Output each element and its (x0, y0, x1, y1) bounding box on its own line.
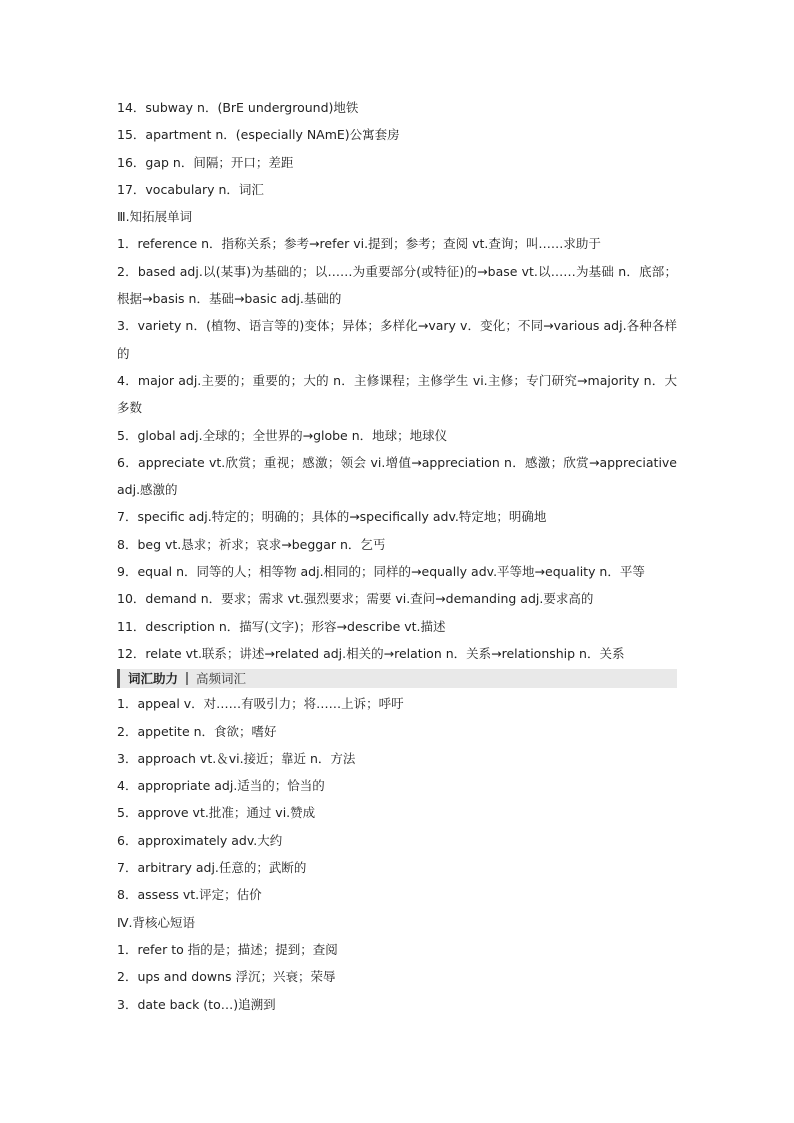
vocab-line: 3．approach vt.＆vi.接近；靠近 n．方法 (117, 750, 356, 766)
section-heading: Ⅳ.背核心短语 (117, 914, 196, 930)
vocab-line: 11．description n．描写(文字)；形容→describe vt.描述 (117, 618, 446, 634)
banner-subtitle: 高频词汇 (196, 671, 247, 687)
section-heading: Ⅲ.知拓展单词 (117, 209, 193, 225)
vocab-line: 7．specific adj.特定的；明确的；具体的→specifically adv.特定地；明确地 (117, 509, 547, 525)
vocab-line: 12．relate vt.联系；讲述→related adj.相关的→relation n．关系→relationship n．关系 (117, 645, 625, 661)
vocab-line: 1．reference n．指称关系；参考→refer vi.提到；参考；查阅 vt.查询；叫……求助于 (117, 236, 601, 252)
vocab-entry-wrapped: 6．appreciate vt.欣赏；重视；感激；领会 vi.增值→appreciation n．感激；欣赏→appreciative adj.感激的 (117, 454, 677, 498)
vocab-line: 10．demand n．要求；需求 vt.强烈要求；需要 vi.查问→demanding adj.要求高的 (117, 591, 594, 607)
section-banner (117, 669, 677, 688)
vocab-entry-wrapped: 2．based adj.以(某事)为基础的；以……为重要部分(或特征)的→base vt.以……为基础 n．底部；根据→basis n．基础→basic adj.基础的 (117, 263, 677, 307)
vocab-line: 16．gap n．间隔；开口；差距 (117, 154, 294, 170)
phrase-line: 1．refer to 指的是；描述；提到；查阅 (117, 941, 338, 957)
vocab-line: 8．beg vt.恳求；祈求；哀求→beggar n．乞丐 (117, 536, 386, 552)
vocab-line: 6．approximately adv.大约 (117, 832, 283, 848)
vocab-line: 5．approve vt.批准；通过 vi.赞成 (117, 805, 316, 821)
phrase-line: 3．date back (to…)追溯到 (117, 996, 276, 1012)
vocab-line: 7．arbitrary adj.任意的；武断的 (117, 860, 307, 876)
vocab-entry-wrapped: 4．major adj.主要的；重要的；大的 n．主修课程；主修学生 vi.主修；专门研究→majority n．大多数 (117, 372, 677, 416)
vocab-line: 14．subway n．(BrE underground)地铁 (117, 100, 359, 115)
vocab-line: 5．global adj.全球的；全世界的→globe n．地球；地球仪 (117, 427, 448, 443)
banner-title: 词汇助力 (128, 671, 179, 687)
vocab-line: 1．appeal v．对……有吸引力；将……上诉；呼吁 (117, 696, 404, 712)
vocab-line: 15．apartment n．(especially NAmE)公寓套房 (117, 127, 400, 143)
vocab-line: 17．vocabulary n．词汇 (117, 181, 264, 197)
vocab-line: 8．assess vt.评定；估价 (117, 887, 262, 903)
banner-divider (186, 672, 188, 685)
document-page (117, 94, 677, 1018)
vocab-line: 4．appropriate adj.适当的；恰当的 (117, 778, 325, 794)
vocab-entry-wrapped: 3．variety n．(植物、语言等的)变体；异体；多样化→vary v．变化；不同→various adj.各种各样的 (117, 318, 677, 361)
vocab-line: 2．appetite n．食欲；嗜好 (117, 723, 277, 739)
vocab-line: 9．equal n．同等的人；相等物 adj.相同的；同样的→equally adv.平等地→equality n．平等 (117, 564, 645, 580)
phrase-line: 2．ups and downs 浮沉；兴衰；荣辱 (117, 969, 336, 985)
